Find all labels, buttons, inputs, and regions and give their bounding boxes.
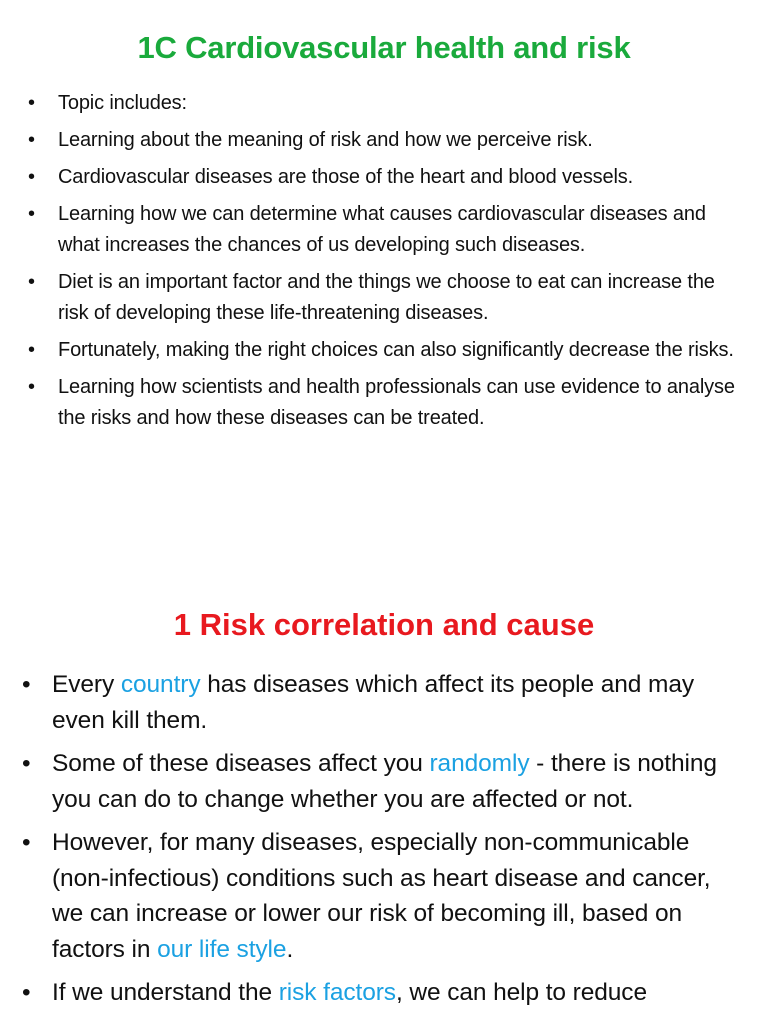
bullet-text: Learning how scientists and health professionals can use evidence to analyse the risks and how these diseases can be treated. (58, 376, 735, 429)
list-item (28, 267, 748, 329)
bullet-text: Diet is an important factor and the things we choose to eat can increase the risk of developing these life-threatening diseases. (58, 271, 715, 324)
bullet-text: Learning how we can determine what causes cardiovascular diseases and what increases the chances of us developing such diseases. (58, 203, 706, 256)
list-item (22, 975, 748, 1011)
bullet-text-pre: Some of these diseases affect you (52, 750, 430, 777)
bullet-text: Cardiovascular diseases are those of the heart and blood vessels. (58, 166, 634, 188)
bullet-list (0, 88, 768, 434)
list-item (28, 88, 748, 119)
bullet-list (0, 667, 768, 1011)
slide-risk-correlation (0, 585, 768, 1024)
highlight-term: country (120, 671, 201, 698)
list-item (28, 335, 748, 366)
bullet-text-post: has diseases which affect its people and may even kill them. (52, 671, 695, 734)
list-item (28, 372, 748, 434)
bullet-icon: • (22, 671, 31, 698)
bullet-icon: • (28, 339, 35, 361)
bullet-text-pre: If we understand the (52, 979, 279, 1006)
bullet-icon: • (28, 203, 35, 225)
bullet-icon: • (22, 750, 31, 777)
highlight-term: randomly (429, 750, 530, 777)
list-item (22, 825, 748, 967)
bullet-icon: • (28, 166, 35, 188)
bullet-icon: • (22, 979, 31, 1006)
slide-title: 1 Risk correlation and cause (173, 607, 595, 642)
bullet-text: Learning about the meaning of risk and how we perceive risk. (58, 129, 593, 151)
bullet-icon: • (28, 92, 35, 114)
list-item (22, 746, 748, 817)
bullet-icon: • (22, 829, 31, 856)
slide-title: 1C Cardiovascular health and risk (137, 30, 631, 65)
bullet-text: Fortunately, making the right choices can also significantly decrease the risks. (58, 339, 734, 361)
list-item (28, 125, 748, 156)
bullet-text-pre: However, for many diseases, especially non-communicable (non-infectious) conditions such as heart disease and cancer, we can increase or lower our risk of becoming ill, based on factors in (52, 829, 711, 963)
bullet-text-post: , we can help to reduce (395, 979, 647, 1006)
list-item (28, 162, 748, 193)
bullet-text-post: . (286, 935, 294, 963)
bullet-text: Topic includes: (58, 92, 187, 114)
list-item (28, 199, 748, 261)
bullet-icon: • (28, 376, 35, 398)
bullet-icon: • (28, 271, 35, 293)
highlight-term: risk factors (278, 979, 396, 1006)
list-item (22, 667, 748, 738)
bullet-text-post: - there is nothing you can do to change whether you are affected or not. (52, 750, 717, 813)
highlight-term: our life style (157, 935, 287, 963)
bullet-icon: • (28, 129, 35, 151)
bullet-text-pre: Every (52, 671, 121, 698)
